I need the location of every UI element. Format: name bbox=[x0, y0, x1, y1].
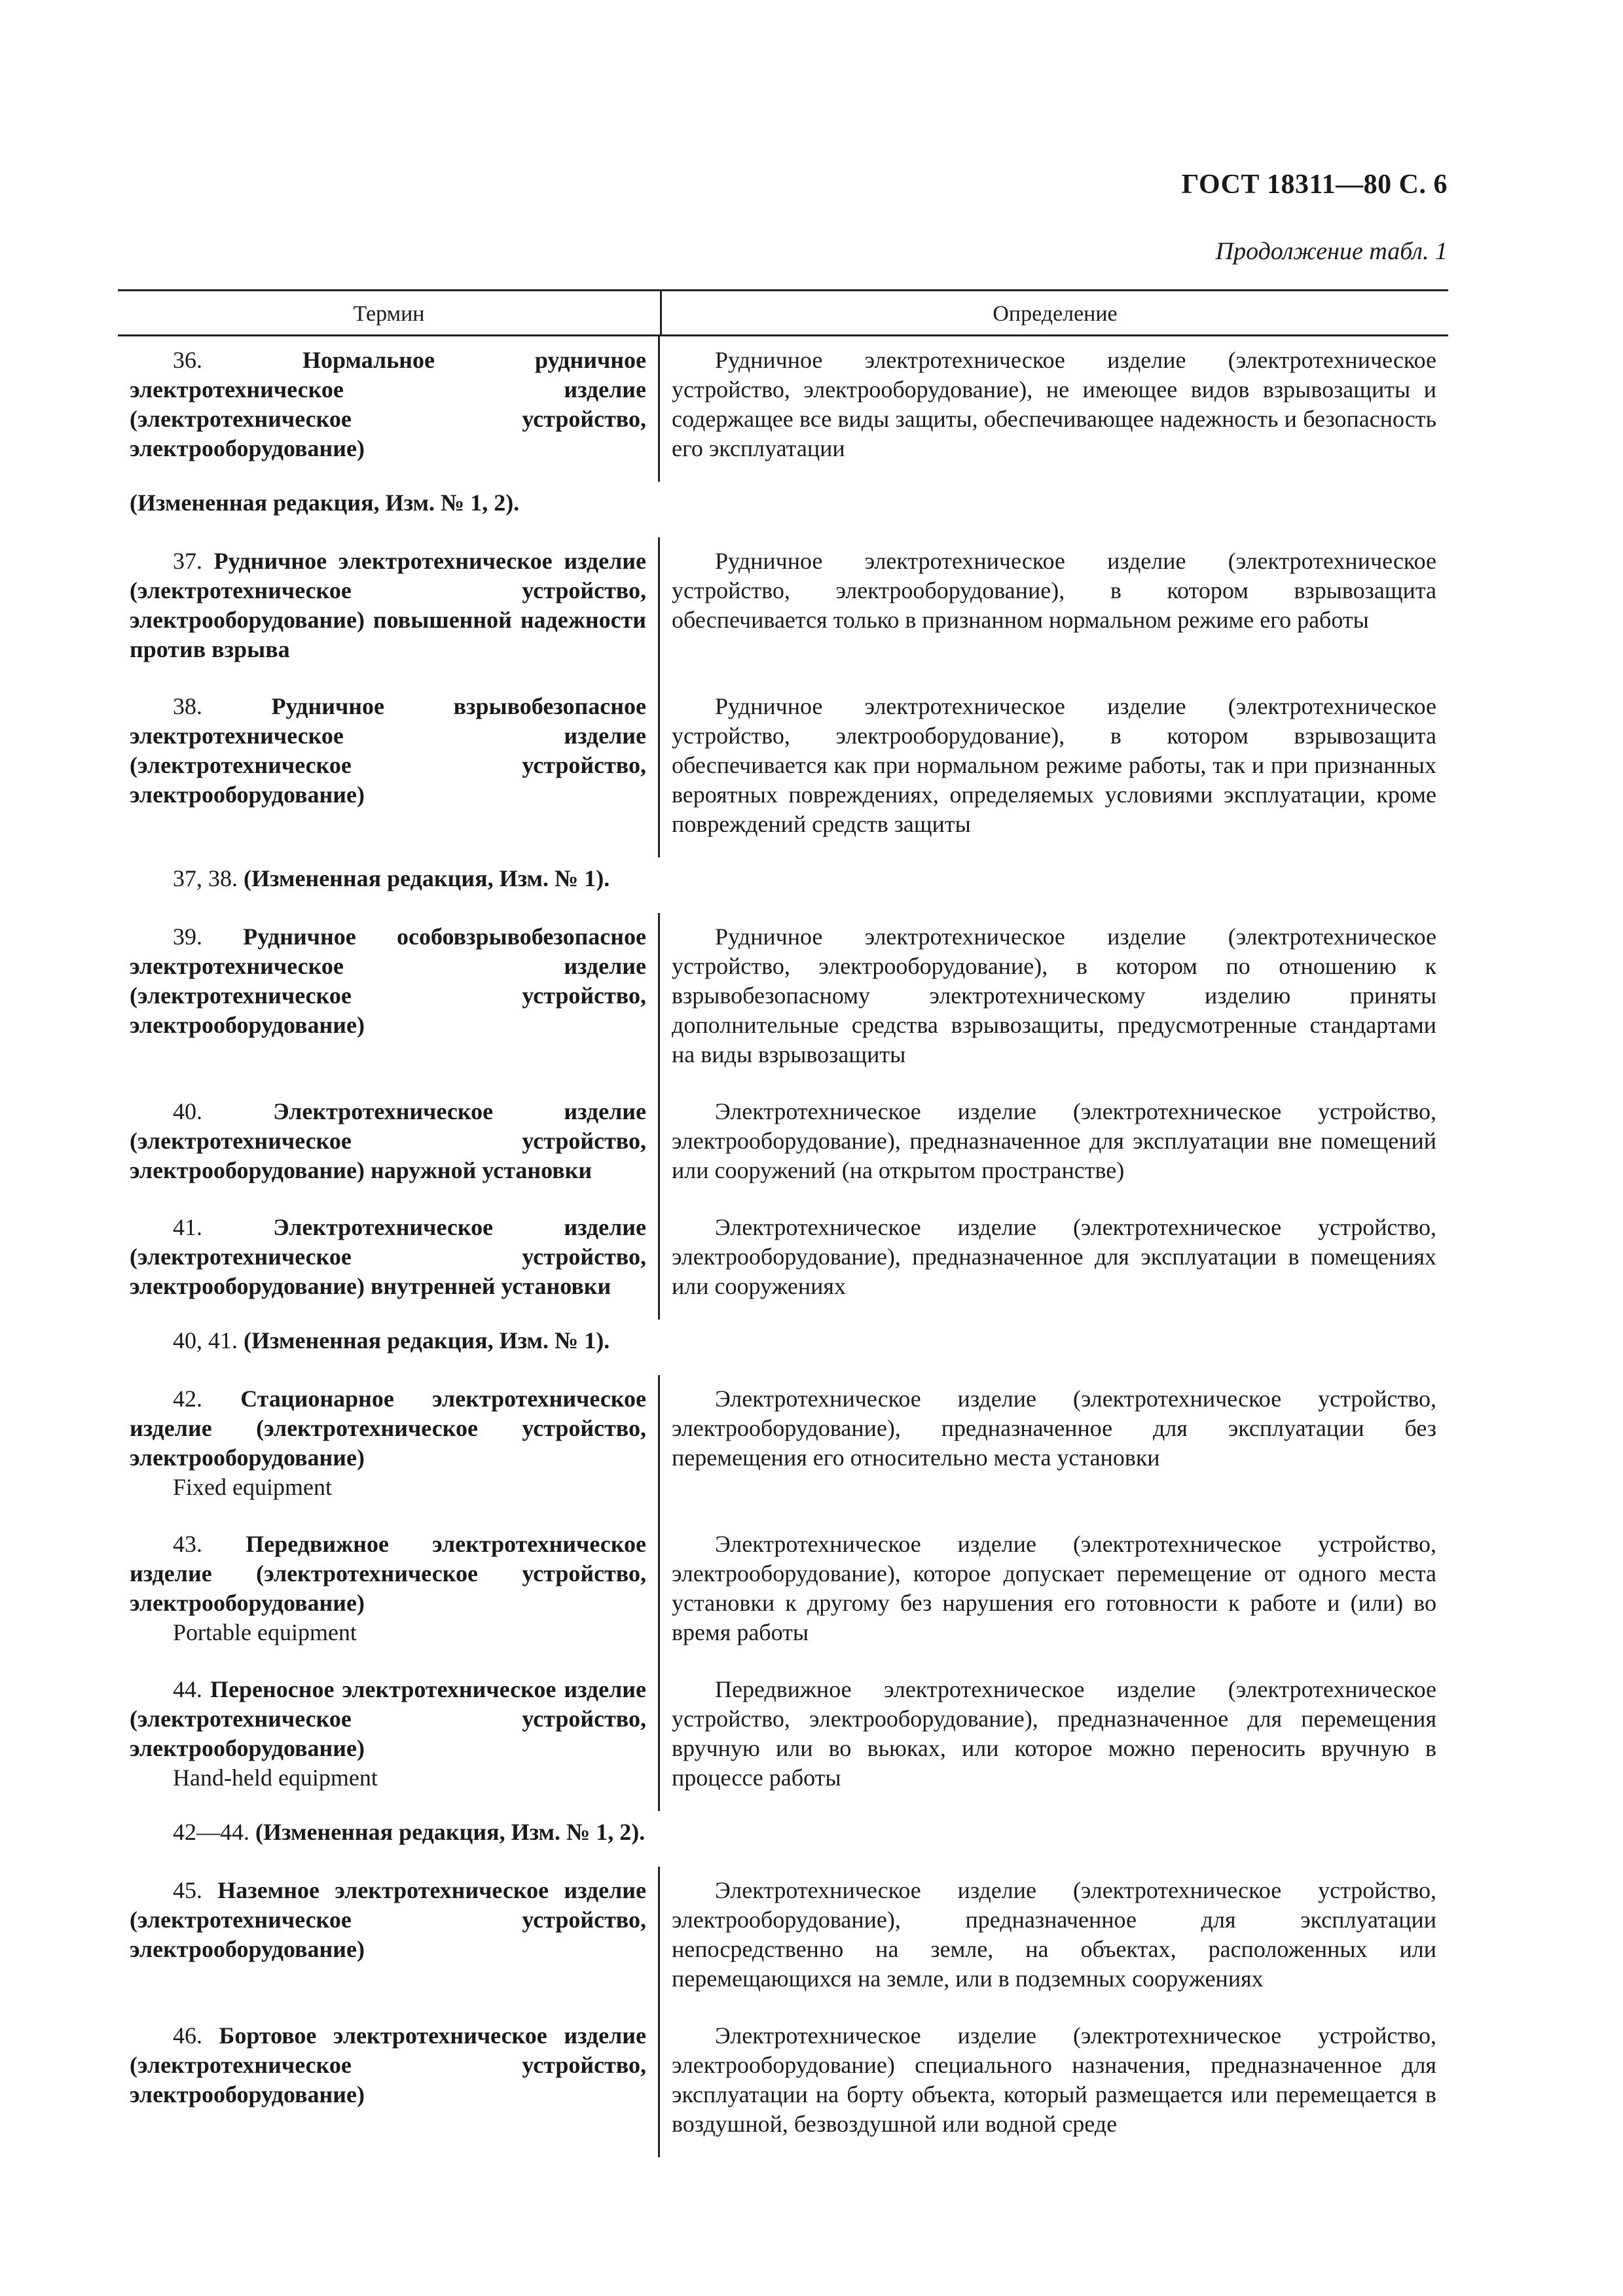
term-cell bbox=[118, 1666, 660, 1811]
term-text: Стационарное электротехническое изделие (электротехническое устройство, электрооборудование) bbox=[130, 1386, 647, 1471]
definition-cell: Электротехническое изделие (электротехническое устройство, электрооборудование) специального назначения, предназначенное для эксплуатации на борту объекта, который размещается или перемещается в воздушной, безвоздушной или водной среде bbox=[672, 2022, 1436, 2137]
table-row bbox=[118, 336, 1448, 482]
definition-cell: Рудничное электротехническое изделие (электротехническое устройство, электрооборудование), в котором по отношению к взрывобезопасному электротехническому изделию приняты дополнительные средства взрывозащиты, предусмотренные стандартами на виды взрывозащиты bbox=[672, 924, 1436, 1067]
table-row bbox=[118, 1867, 1448, 2012]
term-cell bbox=[118, 336, 660, 482]
table-row bbox=[118, 1666, 1448, 1811]
term-cell bbox=[118, 913, 660, 1088]
term-cell bbox=[118, 683, 660, 857]
table-row bbox=[118, 1204, 1448, 1319]
term-number: 44. bbox=[173, 1676, 202, 1702]
term-number: 46. bbox=[173, 2022, 202, 2049]
definition-cell: Передвижное электротехническое изделие (электротехническое устройство, электрооборудование), предназначенное для перемещения вручную или во вьюках, или которое можно переносить вручную в процессе работы bbox=[672, 1676, 1436, 1791]
amendment-note: 42—44. (Измененная редакция, Изм. № 1, 2). bbox=[173, 1819, 646, 1845]
term-text: Нормальное рудничное электротехническое изделие (электротехническое устройство, электрооборудование) bbox=[130, 347, 646, 461]
term-text: Передвижное электротехническое изделие (электротехническое устройство, электрооборудование) bbox=[130, 1531, 646, 1616]
term-cell bbox=[118, 1088, 660, 1204]
term-text: Переносное электротехническое изделие (электротехническое устройство, электрооборудование) bbox=[130, 1676, 646, 1761]
column-header-definition: Определение bbox=[993, 302, 1118, 326]
definition-cell: Электротехническое изделие (электротехническое устройство, электрооборудование), предназначенное для эксплуатации без перемещения его относительно места установки bbox=[672, 1386, 1436, 1471]
table-row bbox=[118, 537, 1448, 683]
term-cell bbox=[118, 1375, 660, 1520]
term-cell bbox=[118, 1520, 660, 1666]
term-number: 43. bbox=[173, 1531, 202, 1557]
amendment-note: (Измененная редакция, Изм. № 1, 2). bbox=[130, 490, 520, 516]
term-text: Рудничное особовзрывобезопасное электротехническое изделие (электротехническое устройство, электрооборудование) bbox=[130, 924, 647, 1038]
term-cell bbox=[118, 1204, 660, 1319]
table-row bbox=[118, 683, 1448, 857]
amendment-note: 37, 38. (Измененная редакция, Изм. № 1). bbox=[173, 865, 610, 891]
table-row bbox=[118, 2012, 1448, 2157]
term-text: Наземное электротехническое изделие (электротехническое устройство, электрооборудование) bbox=[130, 1877, 646, 1962]
table-row bbox=[118, 1520, 1448, 1666]
table-header bbox=[118, 291, 1448, 336]
column-header-term: Термин bbox=[118, 291, 662, 334]
definition-cell: Электротехническое изделие (электротехническое устройство, электрооборудование), которое допускает перемещение от одного места установки к другому без нарушения его готовности к работе и (или) во время работы bbox=[672, 1531, 1436, 1645]
amendment-note: 40, 41. (Измененная редакция, Изм. № 1). bbox=[173, 1327, 610, 1354]
table-row bbox=[118, 913, 1448, 1088]
definition-cell: Электротехническое изделие (электротехническое устройство, электрооборудование), предназначенное для эксплуатации в помещениях или сооружениях bbox=[672, 1214, 1436, 1299]
term-number: 39. bbox=[173, 924, 202, 950]
term-number: 37. bbox=[173, 548, 202, 574]
term-number: 45. bbox=[173, 1877, 202, 1903]
term-english: Portable equipment bbox=[173, 1619, 357, 1645]
term-text: Бортовое электротехническое изделие (электротехническое устройство, электрооборудование) bbox=[130, 2022, 646, 2108]
term-cell bbox=[118, 1867, 660, 2012]
term-text: Рудничное электротехническое изделие (электротехническое устройство, электрооборудование) повышенной надежности против взрыва bbox=[130, 548, 646, 662]
term-number: 36. bbox=[173, 347, 202, 373]
term-number: 42. bbox=[173, 1386, 202, 1412]
table-row bbox=[118, 1375, 1448, 1520]
term-cell bbox=[118, 537, 660, 683]
page-header-title: ГОСТ 18311—80 С. 6 bbox=[1181, 170, 1448, 200]
definition-cell: Рудничное электротехническое изделие (электротехническое устройство, электрооборудование), в котором взрывозащита обеспечивается как при нормальном режиме работы, так и при признанных вероятных повреждениях, определяемых условиями эксплуатации, кроме повреждений средств защиты bbox=[672, 693, 1436, 837]
definition-cell: Электротехническое изделие (электротехническое устройство, электрооборудование), предназначенное для эксплуатации вне помещений или сооружений (на открытом пространстве) bbox=[672, 1098, 1436, 1183]
term-text: Электротехническое изделие (электротехническое устройство, электрооборудование) внутренней установки bbox=[130, 1214, 646, 1299]
term-text: Рудничное взрывобезопасное электротехническое изделие (электротехническое устройство, электрооборудование) bbox=[130, 693, 646, 808]
definition-cell: Рудничное электротехническое изделие (электротехническое устройство, электрооборудование), в котором взрывозащита обеспечивается только в признанном нормальном режиме его работы bbox=[672, 548, 1436, 633]
term-english: Fixed equipment bbox=[173, 1474, 332, 1500]
term-number: 40. bbox=[173, 1098, 202, 1124]
term-number: 38. bbox=[173, 693, 202, 719]
terms-table bbox=[118, 289, 1448, 2157]
table-continuation-label: Продолжение табл. 1 bbox=[1215, 238, 1448, 265]
table-row bbox=[118, 1088, 1448, 1204]
definition-cell: Рудничное электротехническое изделие (электротехническое устройство, электрооборудование), не имеющее видов взрывозащиты и содержащее все виды защиты, обеспечивающее надежность и безопасность его эксплуатации bbox=[672, 347, 1436, 461]
term-english: Hand-held equipment bbox=[173, 1765, 378, 1791]
term-number: 41. bbox=[173, 1214, 202, 1240]
definition-cell: Электротехническое изделие (электротехническое устройство, электрооборудование), предназначенное для эксплуатации непосредственно на земле, на объектах, расположенных или перемещающихся на земле, или в подземных сооружениях bbox=[672, 1877, 1436, 1992]
term-text: Электротехническое изделие (электротехническое устройство, электрооборудование) наружной установки bbox=[130, 1098, 646, 1183]
term-cell bbox=[118, 2012, 660, 2157]
